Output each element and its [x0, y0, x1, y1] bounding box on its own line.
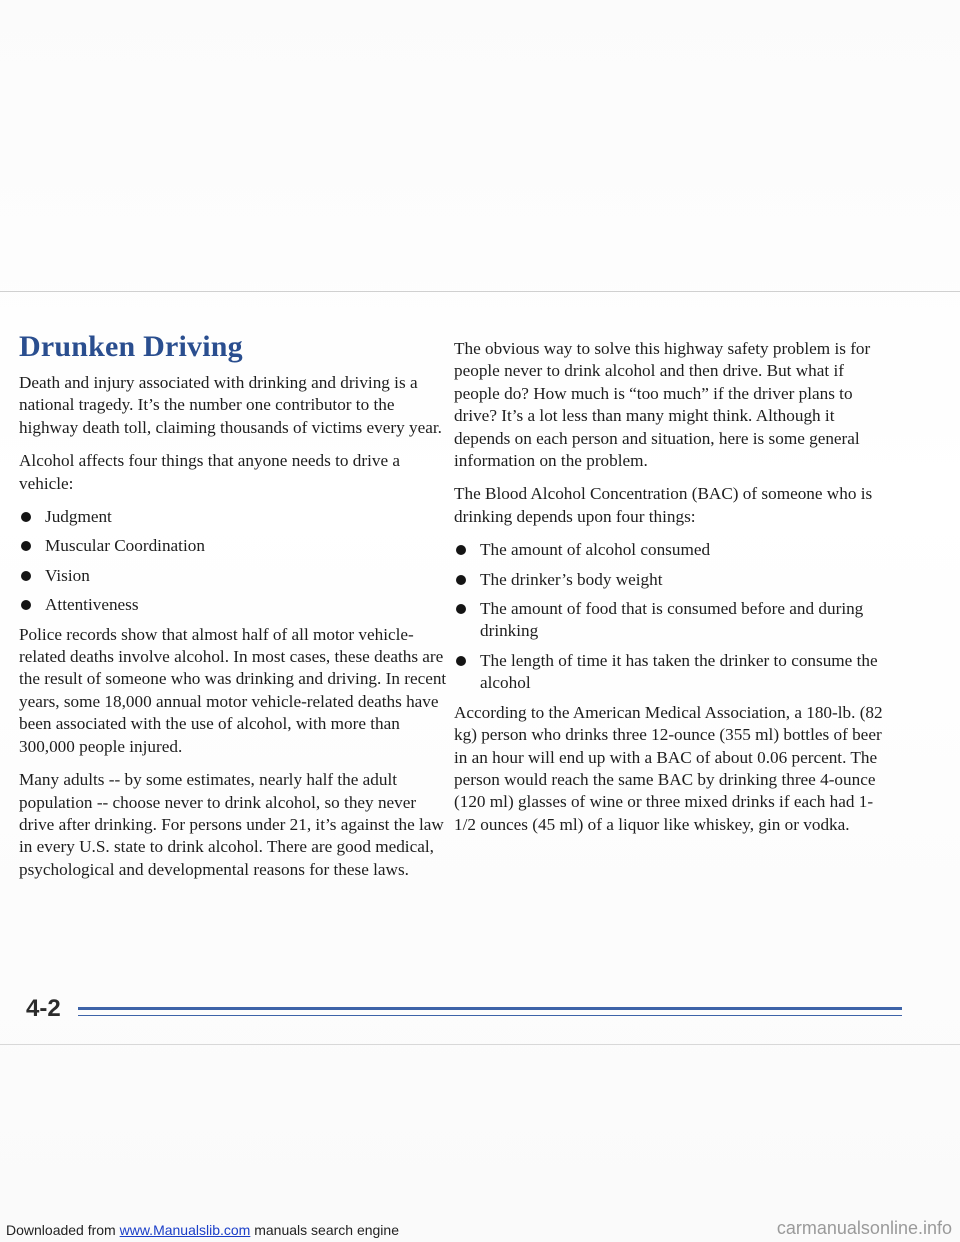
- list-item: Vision: [19, 565, 451, 587]
- ama-paragraph: According to the American Medical Association, a 180-lb. (82 kg) person who drinks three 12-ounce (355 ml) bottles of beer in an hour will end up with a BAC of about 0.06 percent. The person would reach the same BAC by drinking three 4-ounce (120 ml) glasses of wine or three mixed drinks if each had 1-1/2 ounces (45 ml) of a liquor like whiskey, gin or vodka.: [454, 702, 883, 834]
- section-title: Drunken Driving: [19, 330, 243, 363]
- list-item: Judgment: [19, 506, 451, 528]
- bullet-icon: [21, 571, 31, 581]
- left-column: [19, 330, 451, 892]
- bullet-icon: [21, 512, 31, 522]
- affects-list: [19, 506, 451, 617]
- download-footer: Downloaded from www.Manualslib.com manuals search engine: [6, 1222, 399, 1238]
- bullet-icon: [21, 541, 31, 551]
- bullet-icon: [456, 545, 466, 555]
- list-item: Attentiveness: [19, 594, 451, 616]
- watermark: carmanualsonline.info: [776, 1218, 952, 1238]
- list-item: The drinker’s body weight: [454, 569, 894, 591]
- bac-factors-list: [454, 539, 894, 694]
- page-footer: [26, 995, 902, 1035]
- manualslib-link[interactable]: www.Manualslib.com: [119, 1222, 251, 1238]
- footer-rule-thin: [78, 1015, 902, 1016]
- list-item: The amount of food that is consumed before and during drinking: [454, 598, 894, 643]
- bac-paragraph: The Blood Alcohol Concentration (BAC) of someone who is drinking depends upon four things:: [454, 484, 873, 526]
- page-number: 4-2: [26, 995, 61, 1022]
- bullet-icon: [456, 575, 466, 585]
- list-item: The amount of alcohol consumed: [454, 539, 894, 561]
- intro-paragraph: Death and injury associated with drinking and driving is a national tragedy. It’s the number one contributor to the highway death toll, claiming thousands of victims every year.: [19, 373, 442, 437]
- list-item: The length of time it has taken the drinker to consume the alcohol: [454, 650, 894, 695]
- alcohol-affects-paragraph: Alcohol affects four things that anyone needs to drive a vehicle:: [19, 451, 401, 493]
- bullet-icon: [456, 656, 466, 666]
- adults-paragraph: Many adults -- by some estimates, nearly half the adult population -- choose never to drink alcohol, so they never drive after drinking. For persons under 21, it’s against the law in every U.S. state to drink alcohol. There are good medical, psychological and developmental reasons for these laws.: [19, 770, 444, 879]
- top-divider: [0, 291, 960, 292]
- list-item: Muscular Coordination: [19, 535, 451, 557]
- bullet-icon: [456, 604, 466, 614]
- police-records-paragraph: Police records show that almost half of all motor vehicle-related deaths involve alcohol. In most cases, these deaths are the result of someone who was drinking and driving. In recent years, some 18,000 annual motor vehicle-related deaths have been associated with the use of alcohol, with more than 300,000 people injured.: [19, 624, 447, 756]
- right-column: [454, 338, 894, 847]
- solution-paragraph: The obvious way to solve this highway safety problem is for people never to drink alcohol and then drive. But what if people do? How much is “too much” if the driver plans to drive? It’s a lot less than many might think. Although it depends on each person and situation, here is some general information on the problem.: [454, 339, 871, 471]
- bullet-icon: [21, 600, 31, 610]
- footer-rule-thick: [78, 1007, 902, 1010]
- bottom-divider: [0, 1044, 960, 1045]
